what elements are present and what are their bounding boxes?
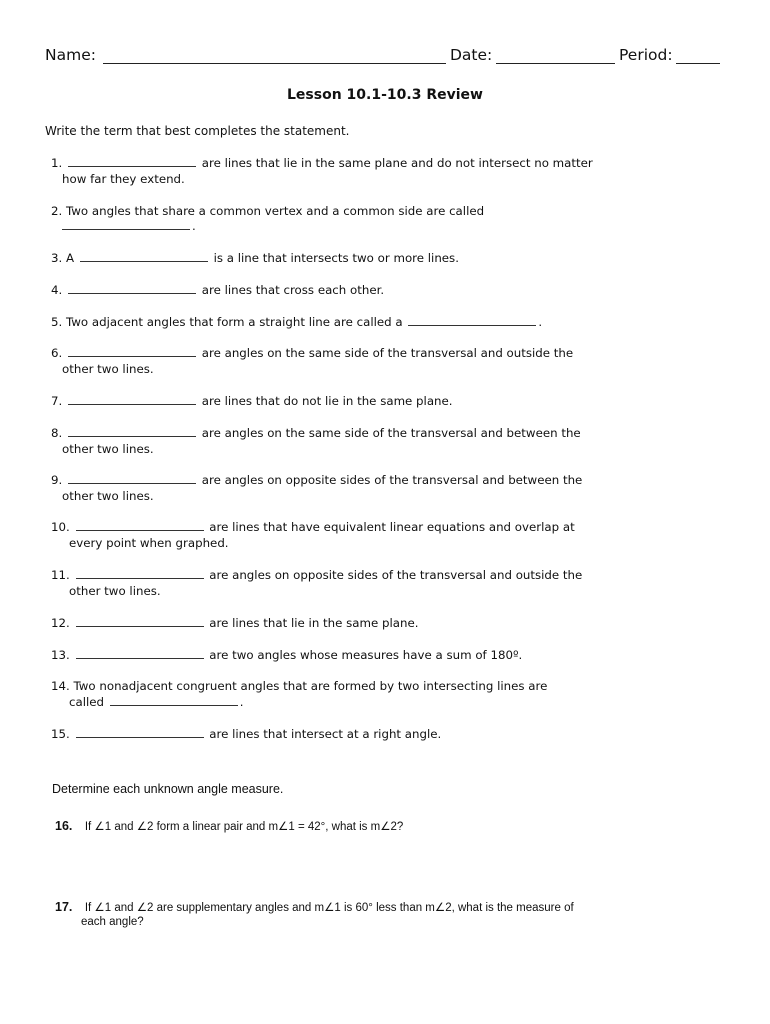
section-heading: Determine each unknown angle measure. bbox=[52, 782, 284, 796]
question-number: 3. bbox=[51, 251, 63, 265]
answer-blank[interactable] bbox=[76, 567, 204, 579]
question-10-continued: every point when graphed. bbox=[69, 536, 229, 550]
question-14-continued: called . bbox=[69, 695, 244, 709]
question-text: Two angles that share a common vertex and a common side are called bbox=[66, 204, 485, 218]
date-label: Date: bbox=[450, 46, 493, 64]
instructions: Write the term that best completes the statement. bbox=[45, 124, 350, 138]
question-1 bbox=[51, 155, 593, 171]
question-text: are lines that intersect at a right angle. bbox=[209, 727, 442, 741]
question-text: are lines that do not lie in the same plane. bbox=[201, 394, 453, 408]
answer-blank[interactable] bbox=[80, 250, 208, 262]
question-text: . bbox=[192, 219, 196, 233]
answer-blank[interactable] bbox=[76, 647, 204, 659]
question-number: 4. bbox=[51, 283, 63, 297]
name-label: Name: bbox=[45, 46, 96, 64]
question-10 bbox=[51, 519, 575, 535]
problem-number: 17. bbox=[55, 900, 73, 914]
question-2 bbox=[51, 203, 484, 219]
question-number: 1. bbox=[51, 156, 63, 170]
answer-blank[interactable] bbox=[68, 345, 196, 357]
question-number: 10. bbox=[51, 520, 70, 534]
question-text: is a line that intersects two or more lines. bbox=[213, 251, 459, 265]
question-9-continued: other two lines. bbox=[62, 489, 154, 503]
question-text: are lines that lie in the same plane. bbox=[209, 616, 419, 630]
problem-number: 16. bbox=[55, 819, 73, 833]
question-13 bbox=[51, 647, 522, 663]
question-text: are lines that have equivalent linear equations and overlap at bbox=[209, 520, 575, 534]
question-number: 12. bbox=[51, 616, 70, 630]
question-text: are angles on the same side of the transversal and outside the bbox=[201, 346, 574, 360]
question-number: 11. bbox=[51, 568, 70, 582]
question-text: Two adjacent angles that form a straight line are called a bbox=[66, 315, 403, 329]
question-7 bbox=[51, 393, 453, 409]
question-number: 15. bbox=[51, 727, 70, 741]
answer-blank[interactable] bbox=[68, 472, 196, 484]
problem-text: If ∠1 and ∠2 form a linear pair and m∠1 = 42°, what is m∠2? bbox=[84, 821, 404, 833]
question-number: 6. bbox=[51, 346, 63, 360]
question-number: 5. bbox=[51, 315, 63, 329]
question-number: 8. bbox=[51, 426, 63, 440]
question-text: are angles on opposite sides of the transversal and outside the bbox=[209, 568, 583, 582]
answer-blank[interactable] bbox=[68, 393, 196, 405]
question-text: called bbox=[69, 695, 105, 709]
question-6 bbox=[51, 345, 573, 361]
question-5 bbox=[51, 314, 542, 330]
question-number: 14. bbox=[51, 679, 70, 693]
question-text: are lines that lie in the same plane and do not intersect no matter bbox=[201, 156, 593, 170]
question-8-continued: other two lines. bbox=[62, 442, 154, 456]
answer-blank[interactable] bbox=[68, 282, 196, 294]
answer-blank[interactable] bbox=[76, 726, 204, 738]
question-text: are angles on opposite sides of the transversal and between the bbox=[201, 473, 583, 487]
question-text: are angles on the same side of the transversal and between the bbox=[201, 426, 581, 440]
question-number: 13. bbox=[51, 648, 70, 662]
question-text: Two nonadjacent congruent angles that are formed by two intersecting lines are bbox=[73, 679, 548, 693]
period-label: Period: bbox=[619, 46, 673, 64]
page-title: Lesson 10.1-10.3 Review bbox=[287, 87, 483, 103]
question-14 bbox=[51, 678, 547, 694]
answer-blank[interactable] bbox=[408, 314, 536, 326]
answer-blank[interactable] bbox=[68, 155, 196, 167]
question-8 bbox=[51, 425, 581, 441]
question-3 bbox=[51, 250, 459, 266]
header-row bbox=[45, 46, 725, 68]
period-field[interactable] bbox=[676, 63, 720, 64]
question-number: 7. bbox=[51, 394, 63, 408]
question-15 bbox=[51, 726, 441, 742]
question-11 bbox=[51, 567, 582, 583]
question-text: A bbox=[66, 251, 75, 265]
question-number: 9. bbox=[51, 473, 63, 487]
question-6-continued: other two lines. bbox=[62, 362, 154, 376]
date-field[interactable] bbox=[496, 63, 615, 64]
question-number: 2. bbox=[51, 204, 63, 218]
question-1-continued: how far they extend. bbox=[62, 172, 185, 186]
question-12 bbox=[51, 615, 419, 631]
answer-blank[interactable] bbox=[76, 615, 204, 627]
problem-17 bbox=[55, 898, 574, 916]
question-11-continued: other two lines. bbox=[69, 584, 161, 598]
answer-blank[interactable] bbox=[110, 694, 238, 706]
answer-blank[interactable] bbox=[76, 519, 204, 531]
question-9 bbox=[51, 472, 582, 488]
question-text: . bbox=[538, 315, 543, 329]
name-field[interactable] bbox=[103, 63, 446, 64]
problem-16 bbox=[55, 817, 403, 835]
answer-blank[interactable] bbox=[68, 425, 196, 437]
question-text: are two angles whose measures have a sum of 180º. bbox=[209, 648, 523, 662]
question-4 bbox=[51, 282, 384, 298]
question-text: are lines that cross each other. bbox=[201, 283, 385, 297]
answer-blank[interactable] bbox=[62, 218, 190, 230]
question-2-continued bbox=[60, 218, 196, 234]
problem-text: If ∠1 and ∠2 are supplementary angles and m∠1 is 60° less than m∠2, what is the measure of bbox=[84, 902, 574, 914]
problem-17-continued: each angle? bbox=[81, 916, 144, 928]
